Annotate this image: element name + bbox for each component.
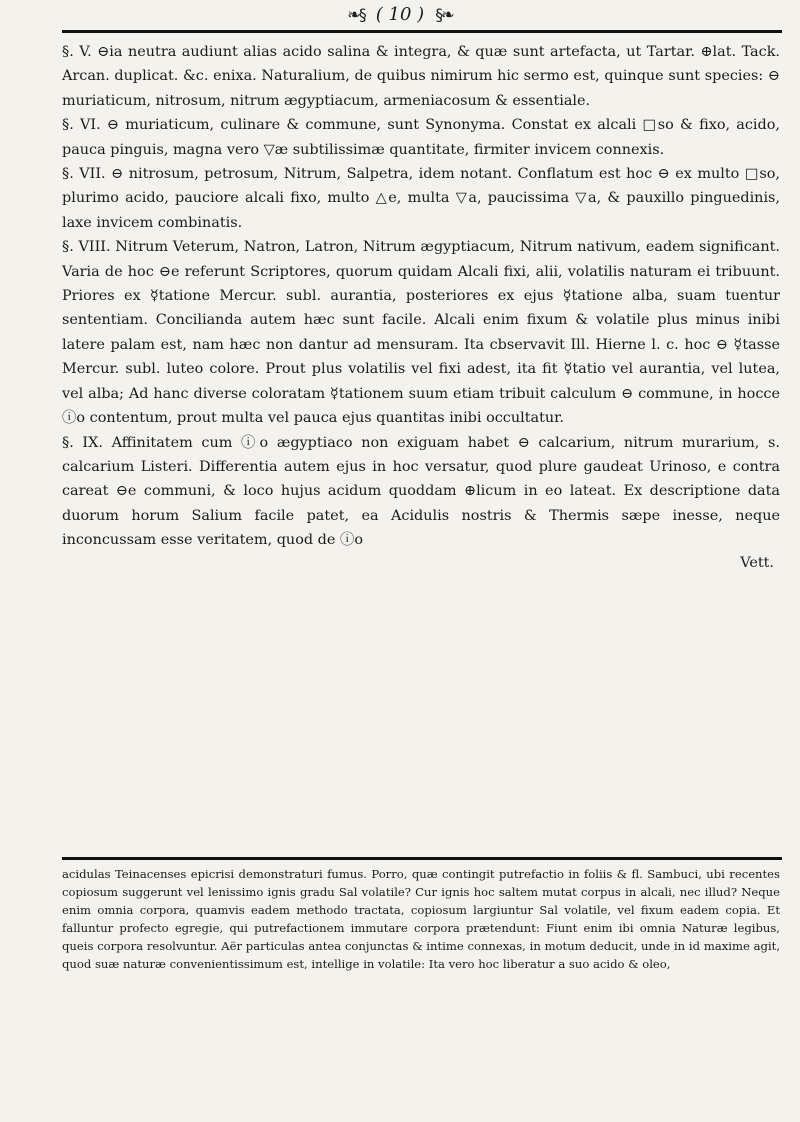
paragraph-6: §. VI. ⊖ muriaticum, culinare & commune, sunt Synonyma. Constat ex alcali □so & fixo, acido, pauca pinguis, magna vero ▽æ subtilissimæ quantitate, firmiter invicem connexis. (62, 117, 780, 158)
catchword: Vett. (740, 554, 774, 571)
footnote (62, 865, 780, 974)
header-rule (62, 30, 782, 33)
footnote-rule (62, 857, 782, 860)
page-number: ( 10 ) (375, 4, 425, 25)
paragraph-9: §. IX. Affinitatem cum ⓘo ægyptiaco non exiguam habet ⊖ calcarium, nitrum murarium, s. calcarium Listeri. Differentia autem ejus in hoc versatur, quod plure gaudeat Urinoso, e contra careat ⊖e communi, & loco hujus acidum quoddam ⊕licum in eo lateat. Ex descriptione data duorum horum Salium facile patet, ea Acidulis nostris & Thermis sæpe inesse, neque inconcussam esse veritatem, quod de ⓘo (62, 434, 780, 549)
ornament-right-icon: §❧ (435, 5, 453, 24)
footnote-text: acidulas Teinacenses epicrisi demonstraturi fumus. Porro, quæ contingit putrefactio in foliis & fl. Sambuci, ubi recentes copiosum suggerunt vel lenissimo ignis gradu Sal volatile? Cur ignis hoc saltem mutat corpus in alcali, nec illud? Neque enim omnia corpora, quamvis eadem methodo tractata, copiosum largiuntur Sal volatile, vel fixum eadem copia. Et falluntur profecto egregie, qui putrefactionem immutare corpora prætendunt: Fiunt enim ibi omnia Naturæ legibus, queis corpora resolvuntur. Aër particulas antea conjunctas & intime connexas, in motum deducit, unde in id maxime agit, quod suæ naturæ convenientissimum est, intellige in volatile: Ita vero hoc liberatur a suo acido & oleo, (62, 867, 780, 972)
paragraph-8: §. VIII. Nitrum Veterum, Natron, Latron, Nitrum ægyptiacum, Nitrum nativum, eadem significant. Varia de hoc ⊖e referunt Scriptores, quorum quidam Alcali fixi, alii, volatilis naturam ei tribuunt. Priores ex ☿tatione Mercur. subl. aurantia, posteriores ex ejus ☿tatione alba, suam tuentur sententiam. Concilianda autem hæc sunt facile. Alcali enim fixum & volatile plus minus inibi latere palam est, nam hæc non dantur ad mensuram. Ita cbservavit Ill. Hierne l. c. hoc ⊖ ☿tasse Mercur. subl. luteo colore. Prout plus volatilis vel fixi adest, ita fit ☿tatio vel aurantia, vel lutea, vel alba; Ad hanc diverse coloratam ☿tationem suum etiam tribuit calculum ⊖ commune, in hocce ⓘo contentum, prout multa vel pauca ejus quantitas inibi occultatur. (62, 239, 780, 427)
paragraph-7: §. VII. ⊖ nitrosum, petrosum, Nitrum, Salpetra, idem notant. Conflatum est hoc ⊖ ex multo □so, plurimo acido, pauciore alcali fixo, multo △e, multa ▽a, paucissima ▽a, & pauxillo pinguedinis, laxe invicem combinatis. (62, 166, 780, 231)
main-text (62, 40, 780, 575)
paragraph-5: §. V. ⊖ia neutra audiunt alias acido salina & integra, & quæ sunt artefacta, ut Tartar. ⊕lat. Tack. Arcan. duplicat. &c. enixa. Naturalium, de quibus nimirum hic sermo est, quinque sunt species: ⊖ muriaticum, nitrosum, nitrum ægyptiacum, armeniacosum & essentiale. (62, 44, 780, 109)
page-header (0, 4, 800, 32)
ornament-left-icon: ❧§ (347, 5, 365, 24)
